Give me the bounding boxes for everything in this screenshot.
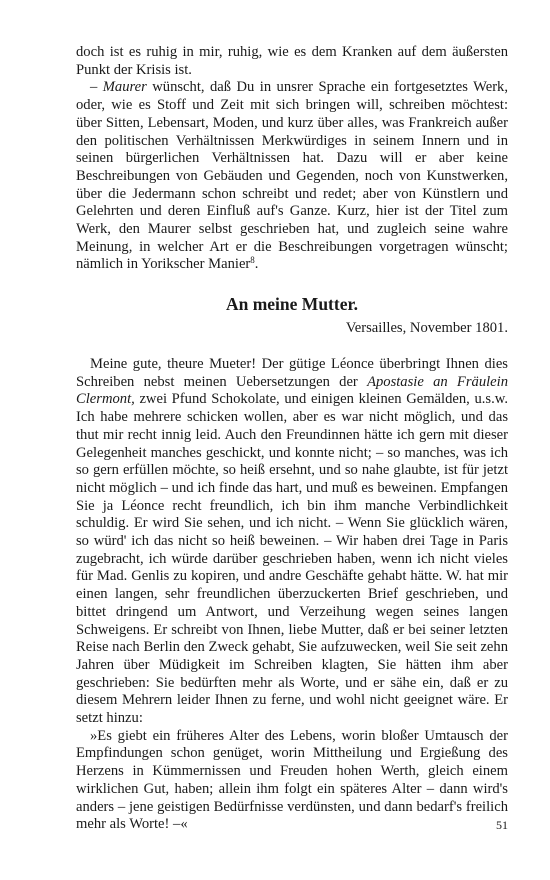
letter-heading: An meine Mutter. [225, 294, 359, 314]
letter-place-date: Versailles, November 1801. [345, 320, 508, 336]
letter-text-a: Meine gute, theure Mueter! Der gütige Léonce überbringt Ihnen dies Schreiben nebst meinen Uebersetzungen der [76, 356, 508, 390]
letter-paragraph [76, 356, 508, 728]
footnote-marker: 8 [250, 255, 255, 266]
dash: – [90, 79, 103, 96]
paragraph-maurer-text: wünscht, daß Du in unsrer Sprache ein fortgesetztes Werk, oder, wie es Stoff und Zeit mit sich bringen will, schreiben möchtest: über Sitten, Lebensart, Moden, und kurz über alles, was Frankreich außer den politischen Verhältnissen Merkwürdiges in seinem Innern und in seinen bürgerlichen Verhältnissen hat. Dazu will er aber keine Beschreibungen von Gebäuden und Gegenden, noch von Kunstwerken, über die Jedermann schon schreibt und redet; aber von Künstlern und Gelehrten und deren Einfluß auf's Ganze. Kurz, hier ist der Titel zum Werk, den Maurer selbst geschrieben hat, und zugleich seine wahre Meinung, in welcher Art er die Beschreibungen vorgetragen wünscht; nämlich in Yorikscher Manier [76, 79, 508, 273]
paragraph-end: . [254, 256, 259, 273]
paragraph-maurer [76, 79, 508, 274]
letter-body [76, 356, 508, 834]
paragraph-continuation: doch ist es ruhig in mir, ruhig, wie es dem Kranken auf dem äußersten Punkt der Krisis ist. [76, 44, 508, 78]
name-maurer: Maurer [102, 79, 147, 96]
continued-text-block [76, 44, 508, 274]
letter-text-b: zwei Pfund Schokolate, und einigen kleinen Gemälden, u.s.w. Ich habe mehrere schicken wollen, aber es war nicht möglich, und das thut mir recht innig leid. Auch den Freundinnen hätte ich gern mit dieser Gelegenheit manches geschickt, und konnte nicht; – so manches, was ich so gern erfüllen möchte, so heiß ersehnt, und so nahe glaubte, ist für jetzt nicht möglich – und ich finde das hart, und muß es beweinen. Empfangen Sie ja Léonce recht freundlich, ich bin ihm manche Verbindlichkeit schuldig. Er wird Sie sehen, und ich nicht. – Wenn Sie glücklich wären, so würd' ich das nicht so heiß beweinen. – Wir haben drei Tage in Paris zugebracht, ich würde darüber geschrieben haben, wenn ich nicht vieles für Mad. Genlis zu kopiren, und andre Geschäfte gehabt hätte. W. hat mir einen langen, sehr freundlichen überzuckerten Brief geschrieben, und bittet dringend um Antwort, und Verzeihung wegen seines langen Schweigens. Er schreibt von Ihnen, liebe Mutter, daß er bei seiner letzten Reise nach Berlin den Zweck gehabt, Sie aufzuwecken, weil Sie seit zehn Jahren über Müdigkeit im Schreiben klagten, Sie hätten ihm aber geschrieben: Sie bedürften mehr als Worte, und er sähe ein, daß er zu diesem Mehrern leider Ihnen zu ferne, und wohl nicht geeignet wäre. Er setzt hinzu: [76, 391, 508, 727]
letter-work-title: Apostasie an Fräulein Clermont, [76, 373, 508, 408]
letter-quote: »Es giebt ein früheres Alter des Lebens, worin bloßer Umtausch der Empfindungen schon genüget, worin Mittheilung und Ergießung des Herzens in Kümmernissen und Freuden hohen Werth, gleich einem wirklichen Gut, haben; allein ihm folgt ein späteres Alter – dann wird's anders – jene geistigen Bedürfnisse verdünsten, und dann bedarf's freilich mehr als Worte! –« [76, 727, 508, 833]
page-number: 51 [496, 818, 508, 832]
